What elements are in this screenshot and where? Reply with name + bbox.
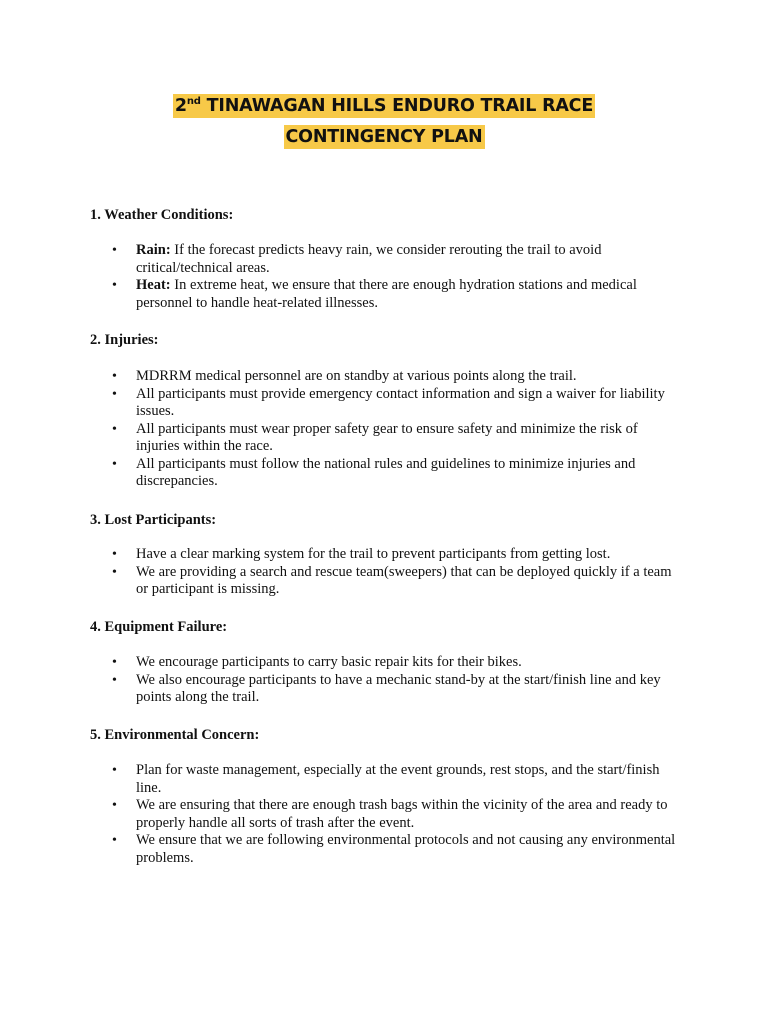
title-highlight-1 [173, 94, 595, 118]
title-event-name: TINAWAGAN HILLS ENDURO TRAIL RACE [200, 96, 594, 116]
item-label: Heat: [136, 277, 171, 293]
list-item: • Have a clear marking system for the trail to prevent participants from getting lost. [136, 546, 684, 564]
list-item: • All participants must follow the national rules and guidelines to minimize injuries and discrepancies. [136, 456, 684, 491]
list-item [136, 242, 684, 277]
list-item: • All participants must wear proper safety gear to ensure safety and minimize the risk of injuries within the race. [136, 421, 684, 456]
document-title [0, 92, 768, 152]
list-item: • We encourage participants to carry basic repair kits for their bikes. [136, 654, 684, 672]
list-item: • We also encourage participants to have a mechanic stand-by at the start/finish line and key points along the trail. [136, 672, 684, 707]
section-list-lost-participants [136, 546, 684, 599]
section-heading-weather: 1. Weather Conditions: [90, 207, 234, 223]
section-list-equipment-failure [136, 654, 684, 707]
list-item: • We are ensuring that there are enough trash bags within the vicinity of the area and ready to properly handle all sorts of trash after the event. [136, 797, 684, 832]
section-list-injuries [136, 368, 684, 491]
list-item [136, 277, 684, 312]
section-heading-environmental-concern: 5. Environmental Concern: [90, 727, 260, 743]
title-line-1 [0, 92, 768, 121]
section-list-environmental-concern [136, 762, 684, 867]
list-item: • We ensure that we are following environmental protocols and not causing any environmental problems. [136, 832, 684, 867]
item-text: If the forecast predicts heavy rain, we consider rerouting the trail to avoid critical/technical areas. [136, 242, 602, 276]
list-item: • MDRRM medical personnel are on standby at various points along the trail. [136, 368, 684, 386]
title-plan-name: CONTINGENCY PLAN [285, 127, 483, 147]
title-ordinal-suffix: nd [186, 96, 201, 107]
item-label: Rain: [136, 242, 171, 258]
section-heading-equipment-failure: 4. Equipment Failure: [90, 619, 228, 635]
section-heading-lost-participants: 3. Lost Participants: [90, 512, 217, 528]
item-text: In extreme heat, we ensure that there are enough hydration stations and medical personnel to handle heat-related illnesses. [136, 277, 637, 311]
title-ordinal: 2 [174, 96, 187, 116]
section-heading-injuries: 2. Injuries: [90, 332, 159, 348]
title-line-2 [0, 123, 768, 152]
list-item: • All participants must provide emergency contact information and sign a waiver for liability issues. [136, 386, 684, 421]
list-item: • Plan for waste management, especially at the event grounds, rest stops, and the start/finish line. [136, 762, 684, 797]
list-item: • We are providing a search and rescue team(sweepers) that can be deployed quickly if a team or participant is missing. [136, 564, 684, 599]
section-list-weather [136, 242, 684, 312]
